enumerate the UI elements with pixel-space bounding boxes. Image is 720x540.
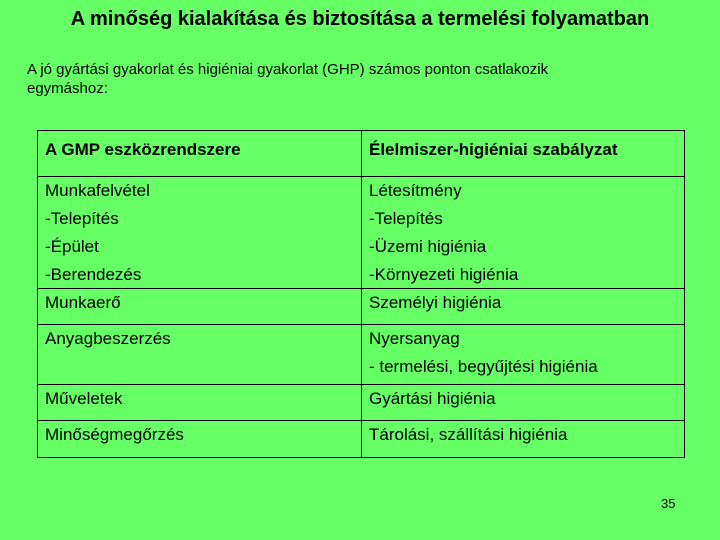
- table-row: [38, 421, 684, 457]
- header-hygiene: Élelmiszer-higiéniai szabályzat: [369, 140, 618, 159]
- cell-line: Anyagbeszerzés: [45, 329, 171, 348]
- cell-line: Tárolási, szállítási higiénia: [369, 425, 568, 444]
- row-4-gmp-cell: [38, 385, 362, 420]
- cell-line: -Üzemi higiénia: [369, 237, 487, 256]
- table-row: [38, 177, 684, 289]
- comparison-table: [37, 130, 685, 458]
- intro-line: A jó gyártási gyakorlat és higiéniai gyakorlat (GHP) számos ponton csatlakozik: [27, 61, 549, 78]
- row-2-gmp-cell: [38, 289, 362, 324]
- row-5-gmp-cell: [38, 421, 362, 457]
- cell-line: -Épület: [45, 237, 99, 256]
- cell-line: Gyártási higiénia: [369, 389, 496, 408]
- cell-line: -Berendezés: [45, 265, 142, 284]
- row-3-hygiene-cell: [362, 325, 684, 384]
- cell-line: Létesítmény: [369, 181, 462, 200]
- cell-line: -Telepítés: [369, 209, 443, 228]
- row-4-hygiene-cell: [362, 385, 684, 420]
- table-header-row: [38, 131, 684, 177]
- cell-line: -Telepítés: [45, 209, 119, 228]
- cell-line: Személyi higiénia: [369, 293, 502, 312]
- row-1-hygiene-cell: [362, 177, 684, 288]
- cell-line: Munkafelvétel: [45, 181, 150, 200]
- row-2-hygiene-cell: [362, 289, 684, 324]
- row-5-hygiene-cell: [362, 421, 684, 457]
- cell-line: -Környezeti higiénia: [369, 265, 519, 284]
- cell-line: Munkaerő: [45, 293, 121, 312]
- cell-line: Minőségmegőrzés: [45, 425, 184, 444]
- table-row: [38, 289, 684, 325]
- page-number: 35: [661, 496, 676, 511]
- intro-text: [27, 60, 687, 98]
- intro-line: egymáshoz:: [27, 80, 108, 97]
- cell-line: Műveletek: [45, 389, 123, 408]
- slide-title: A minőség kialakítása és biztosítása a termelési folyamatban: [70, 8, 650, 30]
- table-row: [38, 325, 684, 385]
- table-row: [38, 385, 684, 421]
- row-3-gmp-cell: [38, 325, 362, 384]
- row-1-gmp-cell: [38, 177, 362, 288]
- cell-line: - termelési, begyűjtési higiénia: [369, 357, 598, 376]
- header-gmp: A GMP eszközrendszere: [38, 131, 362, 176]
- cell-line: Nyersanyag: [369, 329, 460, 348]
